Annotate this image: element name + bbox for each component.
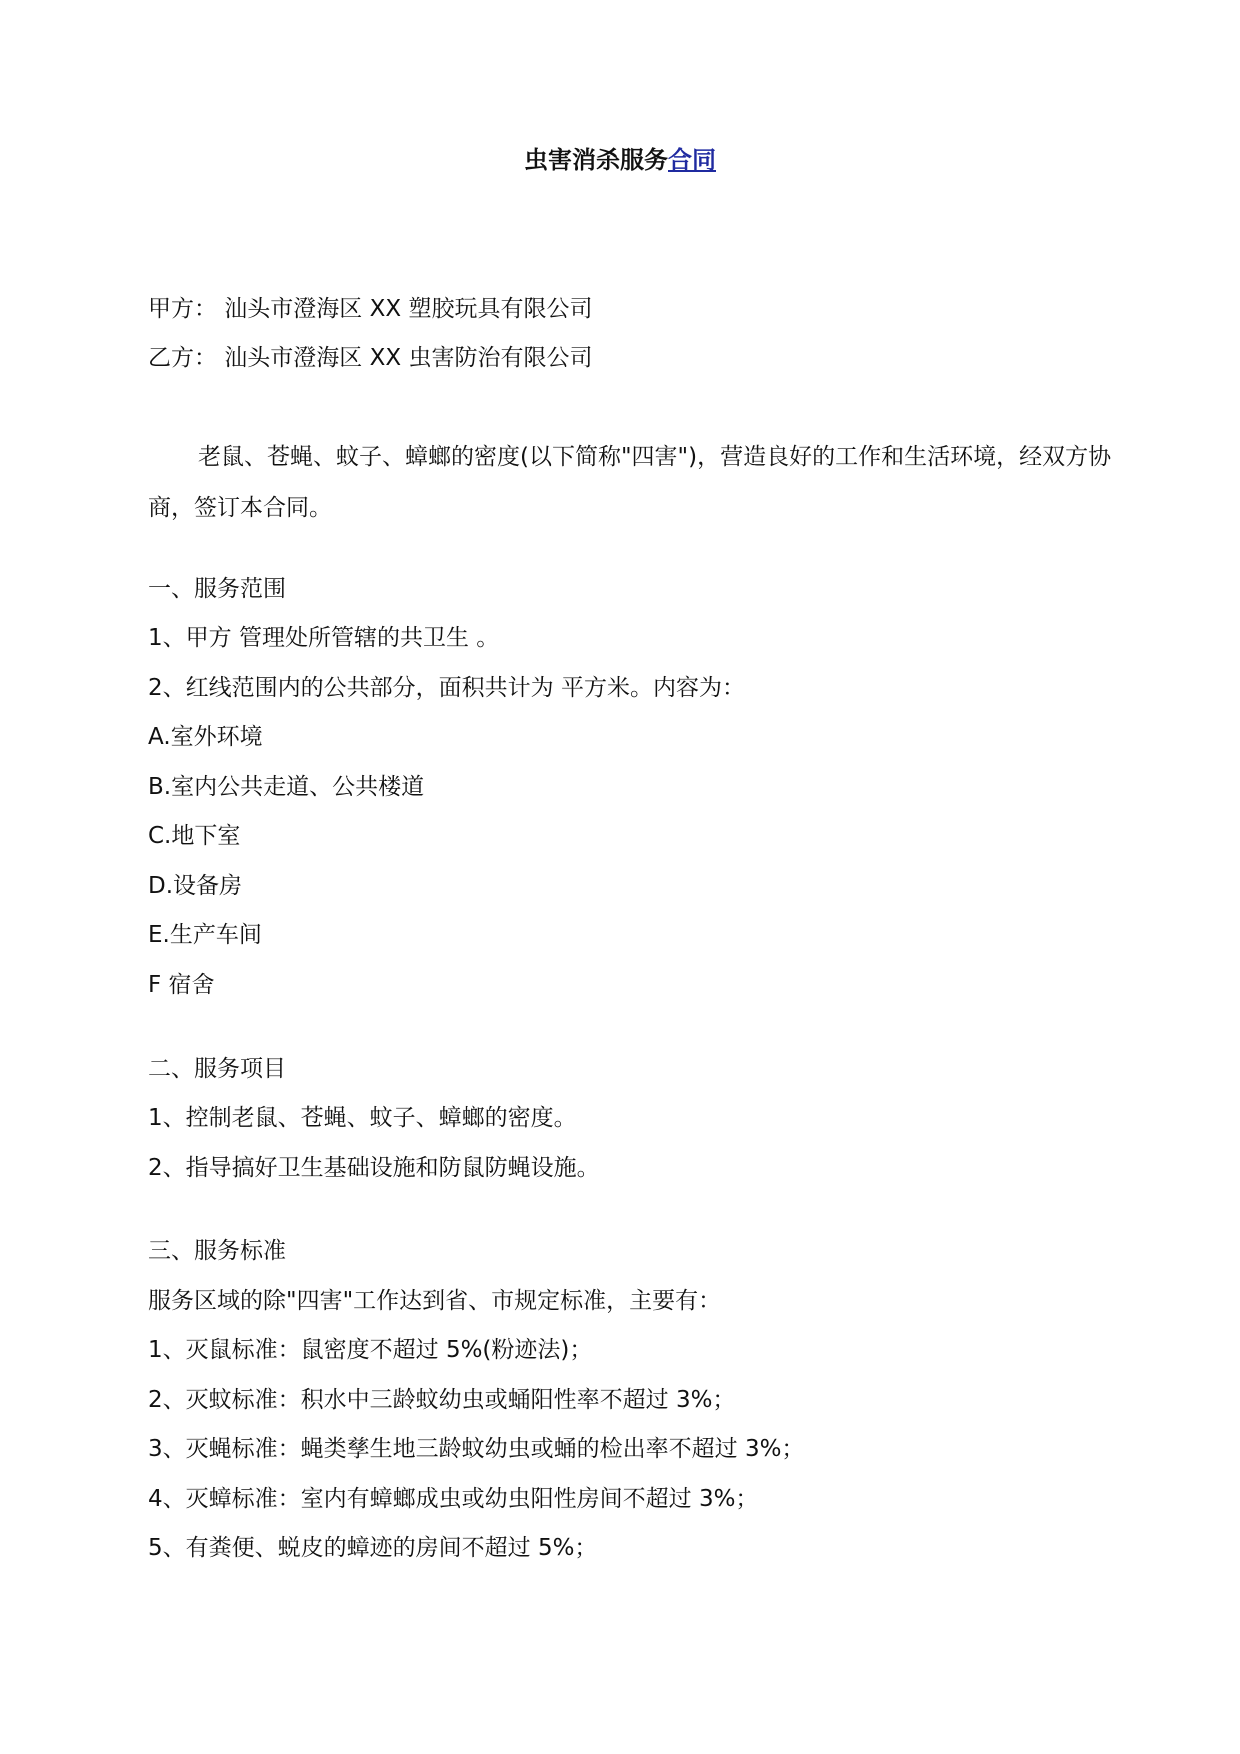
- section1-item: F 宿舍: [148, 972, 215, 998]
- section3-item: 3、灭蝇标准：蝇类孳生地三龄蚊幼虫或蛹的检出率不超过 3%；: [148, 1436, 805, 1462]
- title-main-text: 虫害消杀服务: [524, 146, 668, 174]
- section1-item: A.室外环境: [148, 724, 263, 750]
- section3-lead: 服务区域的除"四害"工作达到省、市规定标准，主要有：: [148, 1288, 722, 1314]
- title-link[interactable]: 合同: [668, 146, 716, 174]
- section2-heading: 二、服务项目: [148, 1056, 286, 1082]
- section2-item: 1、控制老鼠、苍蝇、蚊子、蟑螂的密度。: [148, 1105, 577, 1131]
- section3-heading: 三、服务标准: [148, 1238, 286, 1264]
- party-a: 甲方： 汕头市澄海区 XX 塑胶玩具有限公司: [148, 296, 593, 322]
- section3-item: 4、灭蟑标准：室内有蟑螂成虫或幼虫阳性房间不超过 3%；: [148, 1486, 759, 1512]
- section1-item: B.室内公共走道、公共楼道: [148, 774, 425, 800]
- section3-item: 2、灭蚊标准：积水中三龄蚊幼虫或蛹阳性率不超过 3%；: [148, 1387, 736, 1413]
- section2-item: 2、指导搞好卫生基础设施和防鼠防蝇设施。: [148, 1155, 600, 1181]
- section1-item: C.地下室: [148, 823, 241, 849]
- section1-item: E.生产车间: [148, 922, 262, 948]
- document-title: [0, 140, 1240, 175]
- section1-heading: 一、服务范围: [148, 576, 286, 602]
- intro-paragraph: 老鼠、苍蝇、蚊子、蟑螂的密度(以下简称"四害")，营造良好的工作和生活环境，经双方协商，签订本合同。: [148, 444, 1112, 521]
- section1-item: D.设备房: [148, 873, 243, 899]
- party-b: 乙方： 汕头市澄海区 XX 虫害防治有限公司: [148, 345, 593, 371]
- section1-item: 2、红线范围内的公共部分，面积共计为 平方米。内容为：: [148, 675, 745, 701]
- section3-item: 5、有粪便、蜕皮的蟑迹的房间不超过 5%；: [148, 1535, 598, 1561]
- section3-item: 1、灭鼠标准：鼠密度不超过 5%(粉迹法)；: [148, 1337, 593, 1363]
- section1-item: 1、甲方 管理处所管辖的共卫生 。: [148, 625, 500, 651]
